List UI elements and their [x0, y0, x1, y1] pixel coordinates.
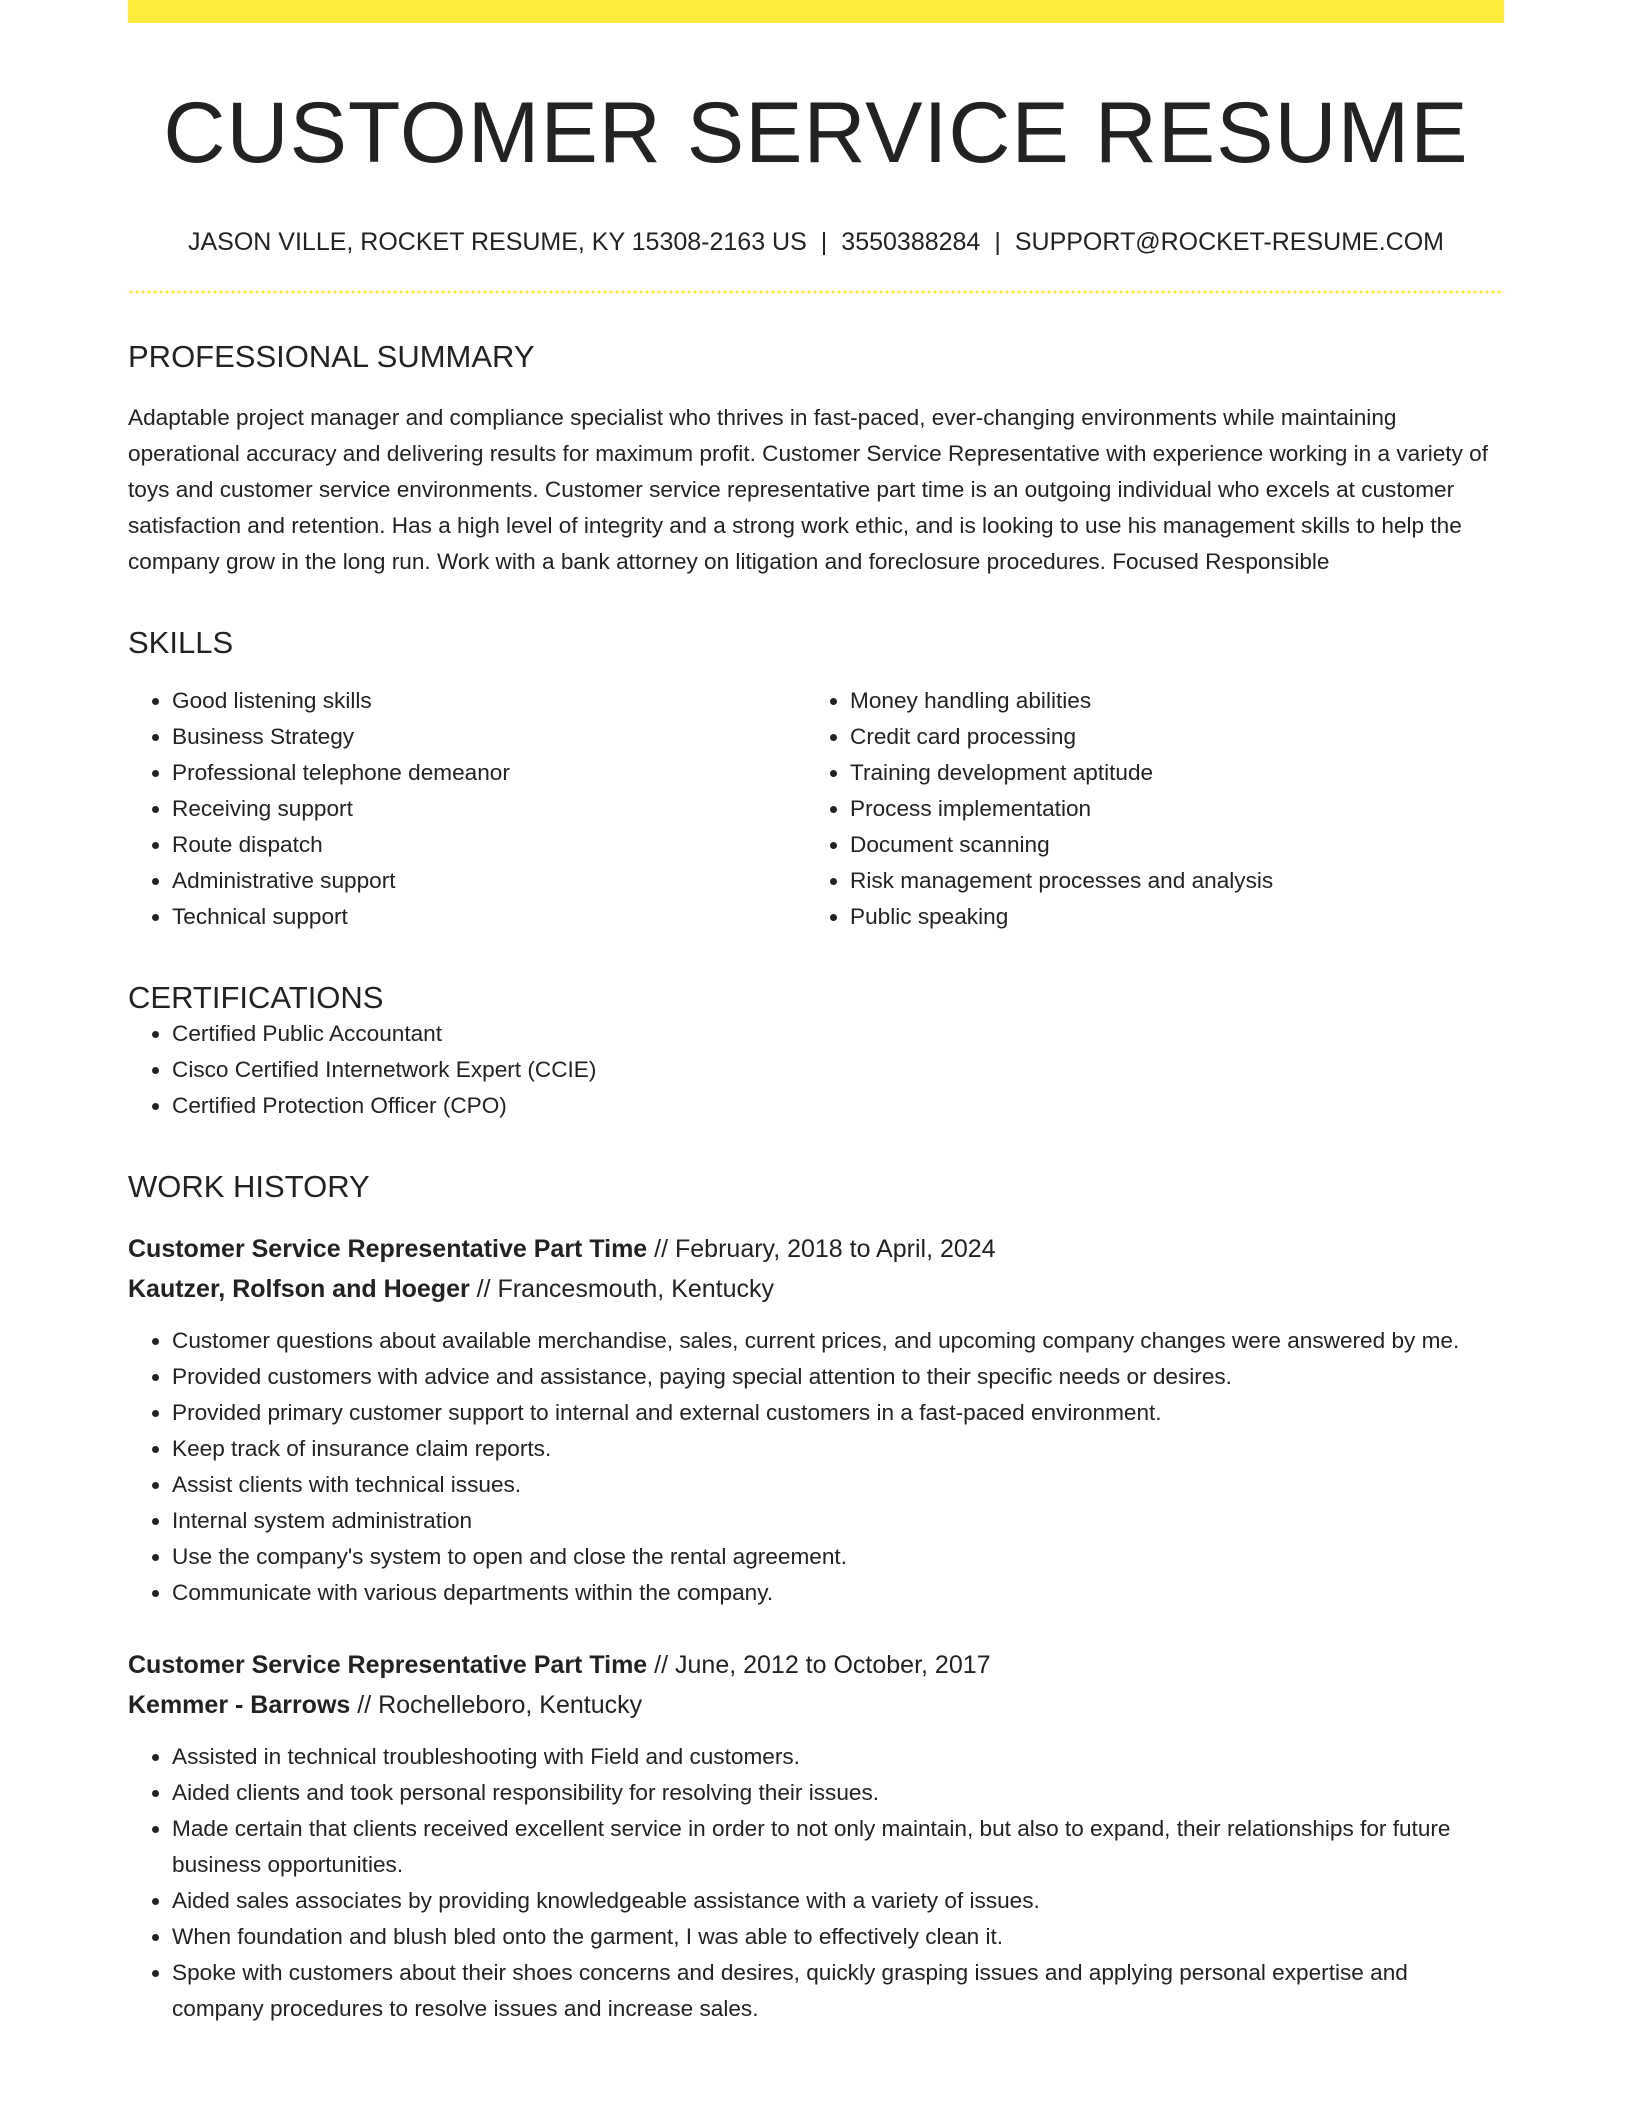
- skills-grid: [128, 683, 1504, 935]
- list-item: • Process implementation: [850, 791, 1484, 827]
- list-item: • Receiving support: [172, 791, 806, 827]
- list-item: • When foundation and blush bled onto the garment, I was able to effectively clean it.: [172, 1919, 1504, 1955]
- job-dates: // June, 2012 to October, 2017: [654, 1651, 991, 1680]
- list-item: • Certified Public Accountant: [172, 1016, 1504, 1052]
- skills-heading: SKILLS: [128, 624, 234, 660]
- skills-column-right: [806, 683, 1484, 935]
- contact-separator: |: [994, 228, 1001, 257]
- job-title: Customer Service Representative Part Time: [128, 1235, 648, 1264]
- top-accent-bar: [128, 0, 1504, 23]
- job-company: Kautzer, Rolfson and Hoeger: [128, 1275, 470, 1304]
- work-history-heading: WORK HISTORY: [128, 1168, 370, 1204]
- list-item: • Made certain that clients received excellent service in order to not only maintain, but also to expand, their relationships for future business opportunities.: [172, 1811, 1504, 1883]
- header-divider: [128, 290, 1504, 294]
- list-item: • Technical support: [172, 899, 806, 935]
- contact-address: JASON VILLE, ROCKET RESUME, KY 15308-2163 US: [188, 228, 807, 257]
- work-history-jobs: [128, 1229, 1504, 2027]
- list-item: • Business Strategy: [172, 719, 806, 755]
- job-title-line: [128, 1645, 1504, 1685]
- summary-heading: PROFESSIONAL SUMMARY: [128, 339, 535, 375]
- list-item: • Use the company's system to open and close the rental agreement.: [172, 1539, 1504, 1575]
- list-item: • Risk management processes and analysis: [850, 863, 1484, 899]
- certifications-list: [128, 1016, 1504, 1124]
- list-item: • Spoke with customers about their shoes concerns and desires, quickly grasping issues and applying personal expertise and company procedures to resolve issues and increase sales.: [172, 1955, 1504, 2027]
- job-title-line: [128, 1229, 1504, 1269]
- contact-email: SUPPORT@ROCKET-RESUME.COM: [1014, 228, 1444, 257]
- list-item: • Professional telephone demeanor: [172, 755, 806, 791]
- job-title: Customer Service Representative Part Time: [128, 1651, 648, 1680]
- summary-text: Adaptable project manager and compliance specialist who thrives in fast-paced, ever-changing environments while maintaining operational accuracy and delivering results for maximum profit. Customer Service Representative with experience working in a variety of toys and customer service environments. Customer service representative part time is an outgoing individual who excels at customer satisfaction and retention. Has a high level of integrity and a strong work ethic, and is looking to use his management skills to help the company grow in the long run. Work with a bank attorney on litigation and foreclosure procedures. Focused Responsible: [128, 404, 1488, 574]
- resume-title: CUSTOMER SERVICE RESUME: [163, 85, 1469, 181]
- certifications-heading: CERTIFICATIONS: [128, 979, 384, 1015]
- job-company-line: [128, 1685, 1504, 1725]
- list-item: • Route dispatch: [172, 827, 806, 863]
- list-item: • Aided sales associates by providing knowledgeable assistance with a variety of issues.: [172, 1883, 1504, 1919]
- list-item: • Public speaking: [850, 899, 1484, 935]
- list-item: • Customer questions about available merchandise, sales, current prices, and upcoming company changes were answered by me.: [172, 1323, 1504, 1359]
- job-entry: [128, 1645, 1504, 2027]
- job-duties-list: [128, 1323, 1504, 1611]
- list-item: • Credit card processing: [850, 719, 1484, 755]
- list-item: • Keep track of insurance claim reports.: [172, 1431, 1504, 1467]
- contact-line: [128, 227, 1504, 257]
- job-dates: // February, 2018 to April, 2024: [654, 1235, 996, 1264]
- skills-list-left: [128, 683, 806, 935]
- job-entry: [128, 1229, 1504, 1611]
- list-item: • Good listening skills: [172, 683, 806, 719]
- contact-phone: 3550388284: [841, 228, 981, 257]
- list-item: • Certified Protection Officer (CPO): [172, 1088, 1504, 1124]
- list-item: • Money handling abilities: [850, 683, 1484, 719]
- list-item: • Assisted in technical troubleshooting with Field and customers.: [172, 1739, 1504, 1775]
- list-item: • Communicate with various departments within the company.: [172, 1575, 1504, 1611]
- resume-page: [128, 0, 1504, 2027]
- list-item: • Internal system administration: [172, 1503, 1504, 1539]
- job-company-line: [128, 1269, 1504, 1309]
- list-item: • Training development aptitude: [850, 755, 1484, 791]
- skills-column-left: [128, 683, 806, 935]
- list-item: • Assist clients with technical issues.: [172, 1467, 1504, 1503]
- list-item: • Provided primary customer support to internal and external customers in a fast-paced environment.: [172, 1395, 1504, 1431]
- skills-list-right: [806, 683, 1484, 935]
- list-item: • Document scanning: [850, 827, 1484, 863]
- job-location: // Rochelleboro, Kentucky: [357, 1691, 643, 1720]
- job-duties-list: [128, 1739, 1504, 2027]
- job-location: // Francesmouth, Kentucky: [476, 1275, 775, 1304]
- list-item: • Provided customers with advice and assistance, paying special attention to their specific needs or desires.: [172, 1359, 1504, 1395]
- list-item: • Cisco Certified Internetwork Expert (CCIE): [172, 1052, 1504, 1088]
- contact-separator: |: [820, 228, 828, 257]
- list-item: • Aided clients and took personal responsibility for resolving their issues.: [172, 1775, 1504, 1811]
- list-item: • Administrative support: [172, 863, 806, 899]
- job-company: Kemmer - Barrows: [128, 1691, 351, 1720]
